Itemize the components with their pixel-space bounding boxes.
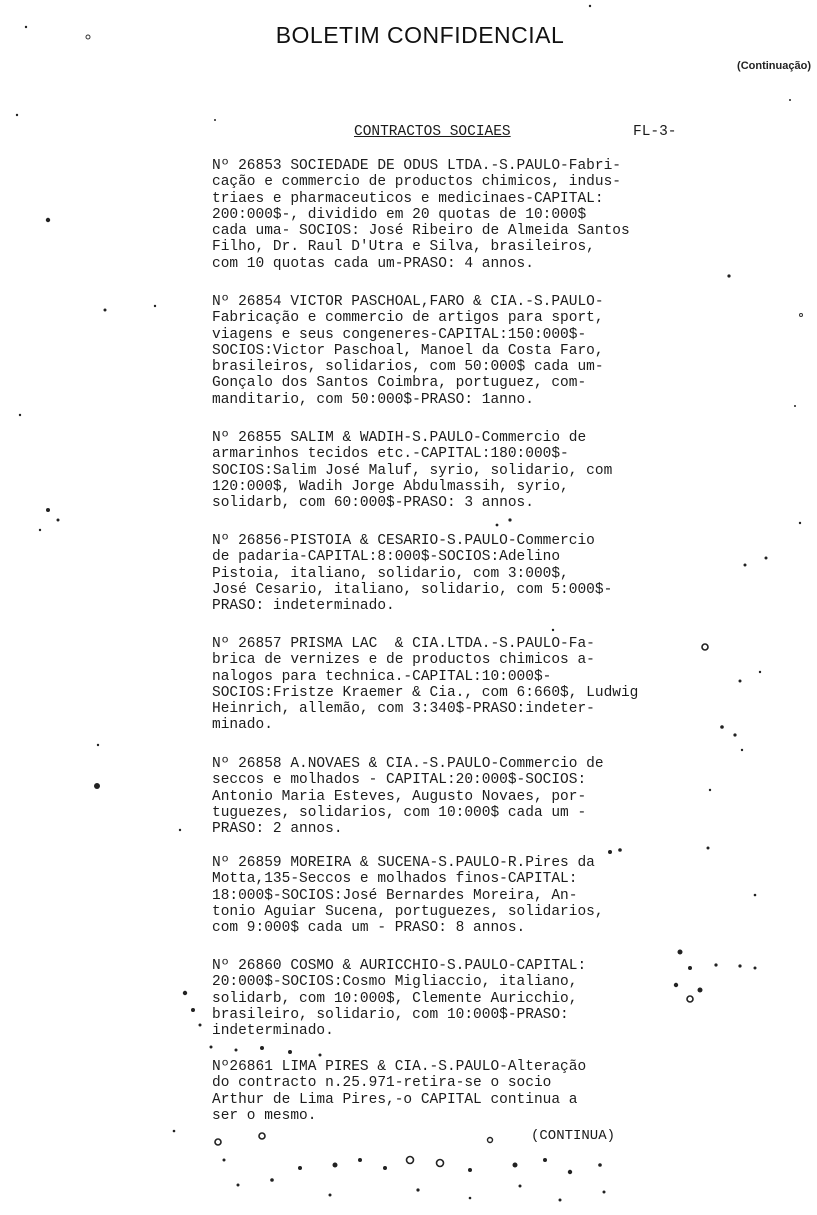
entry-line: Nº 26857 PRISMA LAC & CIA.LTDA.-S.PAULO-Fa- bbox=[212, 636, 595, 652]
entry-line: SOCIOS:Fristze Kraemer & Cia., com 6:660$, Ludwig bbox=[212, 684, 639, 701]
contract-entry-26855 bbox=[212, 430, 732, 511]
entry-line: 18:000$-SOCIOS:José Bernardes Moreira, An- bbox=[212, 887, 578, 904]
entry-line: viagens e seus congeneres-CAPITAL:150:000$- bbox=[212, 326, 587, 343]
entry-line: tonio Aguiar Sucena, portuguezes, solidarios, bbox=[212, 903, 604, 920]
entry-line: José Cesario, italiano, solidario, com 5:000$- bbox=[212, 581, 613, 598]
entry-line: com 10 quotas cada um-PRASO: 4 annos. bbox=[212, 255, 534, 272]
entry-line: Nº 26853 SOCIEDADE DE ODUS LTDA.-S.PAULO-Fabri- bbox=[212, 158, 621, 174]
entry-line: Fabricação e commercio de artigos para sport, bbox=[212, 310, 604, 327]
entry-line: minado. bbox=[212, 717, 273, 734]
entry-line: PRASO: 2 annos. bbox=[212, 821, 343, 838]
entry-line: solidarb, com 60:000$-PRASO: 3 annos. bbox=[212, 495, 534, 512]
contract-entry-26860 bbox=[212, 958, 732, 1039]
entry-line: Nº 26858 A.NOVAES & CIA.-S.PAULO-Commercio de bbox=[212, 756, 604, 772]
contract-entry-26856 bbox=[212, 533, 732, 614]
entry-line: cação e commercio de productos chimicos, indus- bbox=[212, 174, 621, 191]
entry-line: Arthur de Lima Pires,-o CAPITAL continua a bbox=[212, 1091, 578, 1108]
entry-line: do contracto n.25.971-retira-se o socio bbox=[212, 1075, 552, 1092]
section-title: CONTRACTOS SOCIAES bbox=[354, 124, 511, 140]
entry-line: cada uma- SOCIOS: José Ribeiro de Almeida Santos bbox=[212, 223, 630, 240]
continued-label: (CONTINUA) bbox=[531, 1128, 616, 1144]
entry-line: 200:000$-, dividido em 20 quotas de 10:000$ bbox=[212, 206, 587, 223]
entry-line: brasileiros, solidarios, com 50:000$ cada um- bbox=[212, 359, 604, 376]
entry-line: com 9:000$ cada um - PRASO: 8 annos. bbox=[212, 920, 526, 937]
contract-entry-26853 bbox=[212, 158, 732, 272]
bulletin-title: BOLETIM CONFIDENCIAL bbox=[275, 22, 565, 48]
entry-line: triaes e pharmaceuticos e medicinaes-CAPITAL: bbox=[212, 190, 604, 207]
entry-line: seccos e molhados - CAPITAL:20:000$-SOCIOS: bbox=[212, 772, 587, 789]
entry-line: indeterminado. bbox=[212, 1023, 334, 1040]
entry-line: Nº 26854 VICTOR PASCHOAL,FARO & CIA.-S.PAULO- bbox=[212, 294, 604, 310]
entry-line: 20:000$-SOCIOS:Cosmo Migliaccio, italiano, bbox=[212, 974, 578, 991]
entry-line: manditario, com 50:000$-PRASO: 1anno. bbox=[212, 391, 534, 408]
entry-line: Heinrich, allemão, com 3:340$-PRASO:indeter- bbox=[212, 701, 595, 718]
entry-line: Gonçalo dos Santos Coimbra, portuguez, com- bbox=[212, 375, 587, 392]
entry-line: ser o mesmo. bbox=[212, 1107, 317, 1124]
folio-number: FL-3- bbox=[633, 124, 677, 140]
contract-entry-26857 bbox=[212, 636, 732, 734]
entry-line: Filho, Dr. Raul D'Utra e Silva, brasileiros, bbox=[212, 239, 595, 256]
entry-line: solidarb, com 10:000$, Clemente Auricchio, bbox=[212, 990, 578, 1007]
entry-line: Nº 26860 COSMO & AURICCHIO-S.PAULO-CAPITAL: bbox=[212, 958, 587, 974]
entry-line: Nº 26855 SALIM & WADIH-S.PAULO-Commercio de bbox=[212, 430, 587, 446]
entry-line: Nº 26856-PISTOIA & CESARIO-S.PAULO-Commercio bbox=[212, 533, 595, 549]
entry-line: 120:000$, Wadih Jorge Abdulmassih, syrio, bbox=[212, 478, 569, 495]
entry-line: PRASO: indeterminado. bbox=[212, 598, 395, 615]
entry-line: Antonio Maria Esteves, Augusto Novaes, por- bbox=[212, 788, 587, 805]
entry-line: brica de vernizes e de productos chimicos a- bbox=[212, 652, 595, 669]
contract-entry-26858 bbox=[212, 756, 732, 837]
entry-line: tuguezes, solidarios, com 10:000$ cada um - bbox=[212, 804, 587, 821]
entry-line: armarinhos tecidos etc.-CAPITAL:180:000$- bbox=[212, 446, 569, 463]
entry-line: Motta,135-Seccos e molhados finos-CAPITAL: bbox=[212, 871, 578, 888]
entry-line: de padaria-CAPITAL:8:000$-SOCIOS:Adelino bbox=[212, 549, 561, 566]
entry-line: SOCIOS:Salim José Maluf, syrio, solidario, com bbox=[212, 462, 613, 479]
entry-line: brasileiro, solidario, com 10:000$-PRASO: bbox=[212, 1006, 569, 1023]
continuation-label: (Continuação) bbox=[737, 60, 811, 72]
entry-line: SOCIOS:Victor Paschoal, Manoel da Costa Faro, bbox=[212, 342, 604, 359]
contract-entry-26854 bbox=[212, 294, 732, 408]
entry-line: Nº26861 LIMA PIRES & CIA.-S.PAULO-Alteração bbox=[212, 1059, 587, 1075]
contract-entry-26859 bbox=[212, 855, 732, 936]
entry-line: Pistoia, italiano, solidario, com 3:000$, bbox=[212, 565, 569, 582]
entry-line: nalogos para technica.-CAPITAL:10:000$- bbox=[212, 668, 552, 685]
contract-entry-26861 bbox=[212, 1059, 732, 1124]
entry-line: Nº 26859 MOREIRA & SUCENA-S.PAULO-R.Pires da bbox=[212, 855, 595, 871]
